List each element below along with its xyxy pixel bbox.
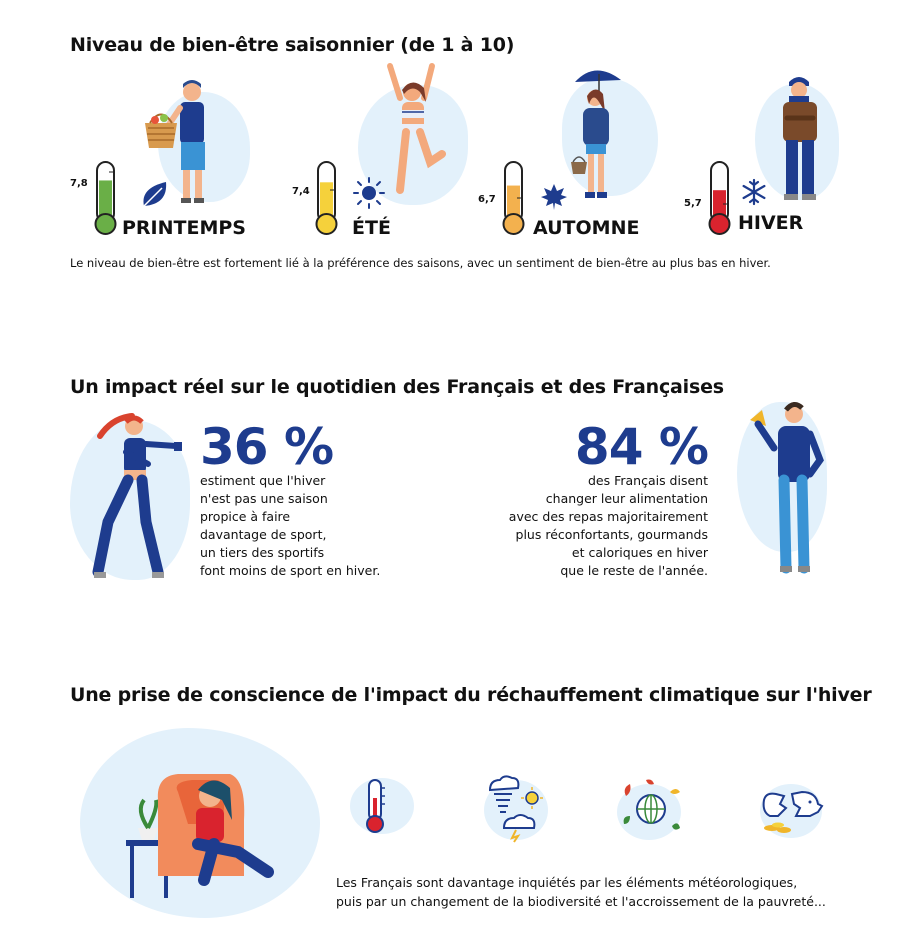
- stat-left-line: propice à faire: [200, 509, 291, 524]
- weather-icon: [484, 772, 548, 842]
- stat-right-line: changer leur alimentation: [545, 491, 708, 506]
- section3-caption: [336, 873, 826, 911]
- snowflake-icon: [741, 179, 767, 205]
- section3-caption-line: Les Français sont davantage inquiétés par les éléments météorologiques,: [336, 875, 798, 890]
- stat-right-line: que le reste de l'année.: [560, 563, 708, 578]
- section3-caption-line: puis par un changement de la biodiversité et l'accroissement de la pauvreté...: [336, 894, 826, 909]
- maple-leaf-icon: [539, 182, 569, 212]
- stat-right-line: plus réconfortants, gourmands: [515, 527, 708, 542]
- spring-score: 7,8: [70, 178, 88, 189]
- stat-right-line: et caloriques en hiver: [571, 545, 708, 560]
- summer-label: ÉTÉ: [352, 217, 391, 239]
- winter-score: 5,7: [684, 198, 702, 209]
- autumn-label: AUTOMNE: [533, 217, 640, 239]
- stat-left-line: davantage de sport,: [200, 527, 327, 542]
- autumn-thermometer: [503, 160, 525, 240]
- stat-left-line: font moins de sport en hiver.: [200, 563, 381, 578]
- section1-title: Niveau de bien-être saisonnier (de 1 à 10): [70, 34, 515, 56]
- sport-person-illustration: [92, 412, 192, 584]
- winter-label: HIVER: [738, 212, 804, 234]
- food-person-illustration: [744, 400, 834, 574]
- summer-person-illustration: [380, 62, 450, 210]
- summer-thermometer: [316, 160, 338, 240]
- section2-title: Un impact réel sur le quotidien des Français et des Françaises: [70, 376, 724, 398]
- sun-icon: [352, 176, 386, 210]
- spring-label: PRINTEMPS: [122, 217, 246, 239]
- stat-right-number: 84 %: [574, 418, 708, 476]
- summer-score: 7,4: [292, 186, 310, 197]
- broken-piggy-bank-icon: [756, 786, 830, 836]
- section3-title: Une prise de conscience de l'impact du réchauffement climatique sur l'hiver: [70, 684, 872, 706]
- stat-left-line: n'est pas une saison: [200, 491, 328, 506]
- winter-person-illustration: [775, 72, 825, 204]
- autumn-person-illustration: [565, 64, 635, 209]
- thermometer-icon: [360, 778, 390, 834]
- stat-left-line: estiment que l'hiver: [200, 473, 326, 488]
- worried-person-illustration: [118, 760, 308, 900]
- stat-right-text: [509, 472, 708, 580]
- stat-right-line: avec des repas majoritairement: [508, 509, 708, 524]
- spring-thermometer: [95, 160, 117, 240]
- autumn-score: 6,7: [478, 194, 496, 205]
- section1-caption: Le niveau de bien-être est fortement lié à la préférence des saisons, avec un sentiment de bien-être au plus bas en hiver.: [70, 256, 771, 270]
- winter-thermometer: [709, 160, 731, 240]
- biodiversity-globe-icon: [620, 778, 682, 840]
- stat-right-line: des Français disent: [587, 473, 708, 488]
- stat-left-number: 36 %: [200, 418, 334, 476]
- stat-left-line: un tiers des sportifs: [200, 545, 325, 560]
- stat-left-text: [200, 472, 380, 580]
- leaf-icon: [140, 178, 170, 210]
